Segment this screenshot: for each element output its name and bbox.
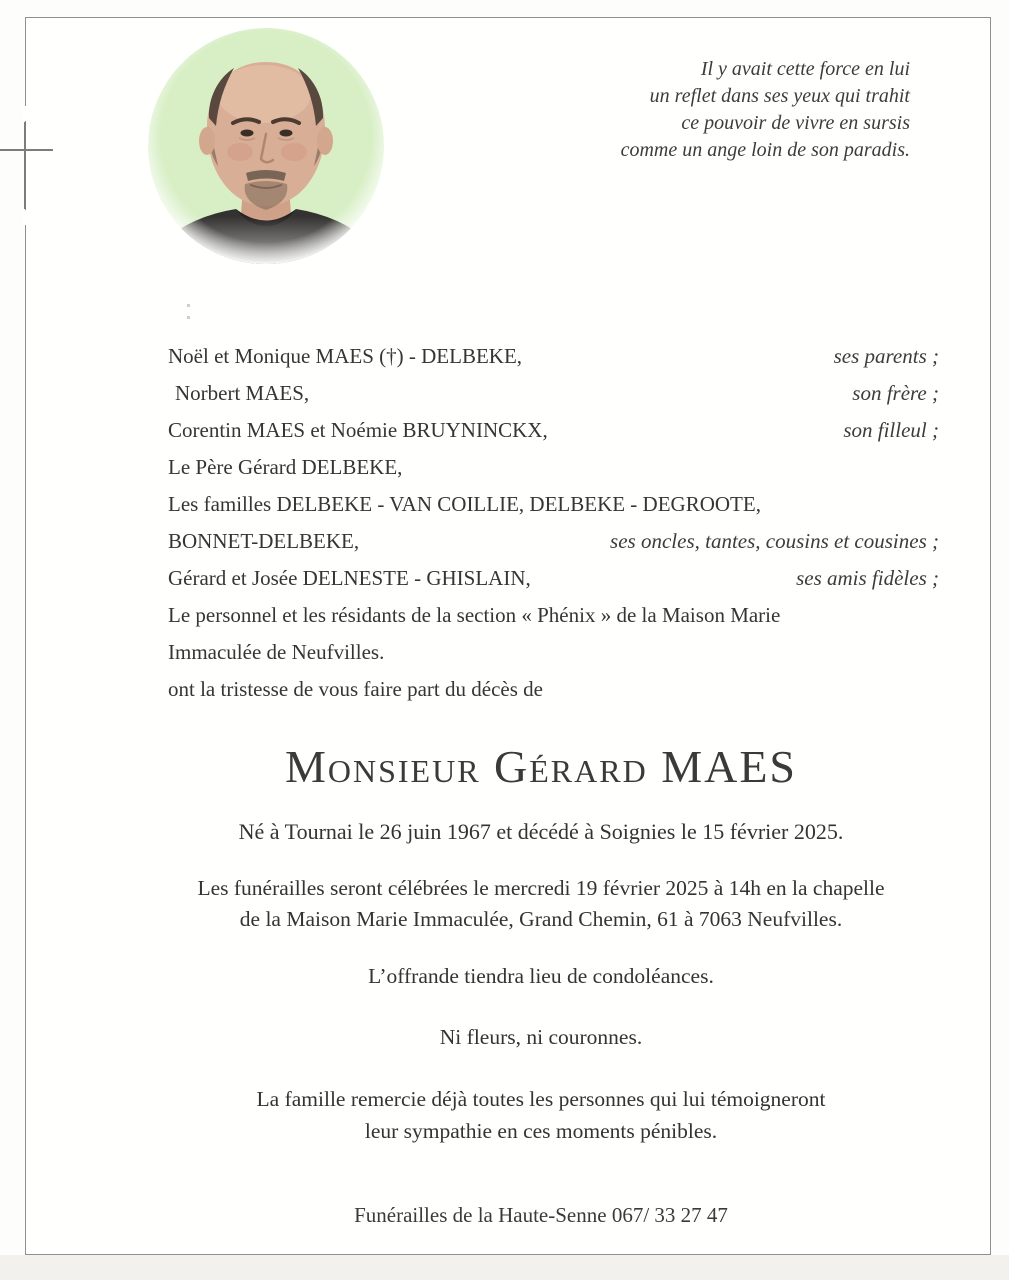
- family-relation: ses amis fidèles ;: [796, 566, 939, 590]
- scan-artifact: [187, 304, 190, 307]
- family-row: [168, 375, 939, 412]
- thanks-line: leur sympathie en ces moments pénibles.: [364, 1119, 718, 1143]
- family-row: [168, 338, 939, 375]
- flowers-note: Ni fleurs, ni couronnes.: [439, 1025, 643, 1049]
- funeral-details-line: de la Maison Marie Immaculée, Grand Chemin, 61 à 7063 Neufvilles.: [239, 907, 843, 931]
- thanks-line: La famille remercie déjà toutes les personnes qui lui témoigneront: [256, 1087, 826, 1111]
- frame-gap: [23, 106, 28, 121]
- family-row: [168, 412, 939, 449]
- poem-line: un reflet dans ses yeux qui trahit: [649, 85, 910, 107]
- family-name: Le Père Gérard DELBEKE,: [168, 455, 403, 479]
- poem-line: comme un ange loin de son paradis.: [620, 139, 910, 161]
- frame-gap: [23, 210, 28, 225]
- scan-bottom-margin: [0, 1255, 1009, 1280]
- family-name: Noël et Monique MAES (†) - DELBEKE,: [168, 344, 523, 368]
- funeral-details-line: Les funérailles seront célébrées le mercredi 19 février 2025 à 14h en la chapelle: [197, 876, 885, 900]
- poem-line: ce pouvoir de vivre en sursis: [681, 112, 910, 134]
- family-name: Norbert MAES,: [175, 381, 310, 405]
- family-name: ont la tristesse de vous faire part du décès de: [168, 677, 543, 701]
- family-relation: ses oncles, tantes, cousins et cousines ;: [610, 529, 939, 553]
- funeral-details: [151, 873, 931, 935]
- family-row: [168, 523, 939, 560]
- family-row: [168, 560, 939, 597]
- poem: [490, 56, 910, 164]
- crop-mark-cross-icon: [0, 149, 53, 151]
- family-row: [168, 634, 939, 671]
- family-name: Le personnel et les résidants de la section « Phénix » de la Maison Marie: [168, 603, 781, 627]
- life-dates: Né à Tournai le 26 juin 1967 et décédé à Soignies le 15 février 2025.: [238, 819, 844, 844]
- family-name: Immaculée de Neufvilles.: [168, 640, 385, 664]
- family-row: [168, 671, 939, 708]
- family-list: [168, 338, 939, 708]
- family-row: [168, 449, 939, 486]
- family-row: [168, 486, 939, 523]
- family-name: Les familles DELBEKE - VAN COILLIE, DELBEKE - DEGROOTE,: [168, 492, 761, 516]
- offering-note: L’offrande tiendra lieu de condoléances.: [368, 964, 714, 988]
- family-relation: son frère ;: [852, 381, 939, 405]
- portrait-photo: [146, 26, 386, 280]
- deceased-name-title: Monsieur Gérard MAES: [284, 741, 798, 792]
- crop-mark-cross-icon: [24, 122, 26, 209]
- thanks-note: [151, 1083, 931, 1147]
- family-row: [168, 597, 939, 634]
- portrait-photo-svg: [146, 26, 386, 280]
- funeral-home-contact: Funérailles de la Haute-Senne 067/ 33 27 47: [354, 1203, 728, 1227]
- family-relation: ses parents ;: [833, 344, 939, 368]
- family-relation: son filleul ;: [843, 418, 939, 442]
- family-name: Gérard et Josée DELNESTE - GHISLAIN,: [168, 566, 531, 590]
- family-name: BONNET-DELBEKE,: [168, 529, 360, 553]
- family-name: Corentin MAES et Noémie BRUYNINCKX,: [168, 418, 548, 442]
- poem-line: Il y avait cette force en lui: [700, 58, 910, 80]
